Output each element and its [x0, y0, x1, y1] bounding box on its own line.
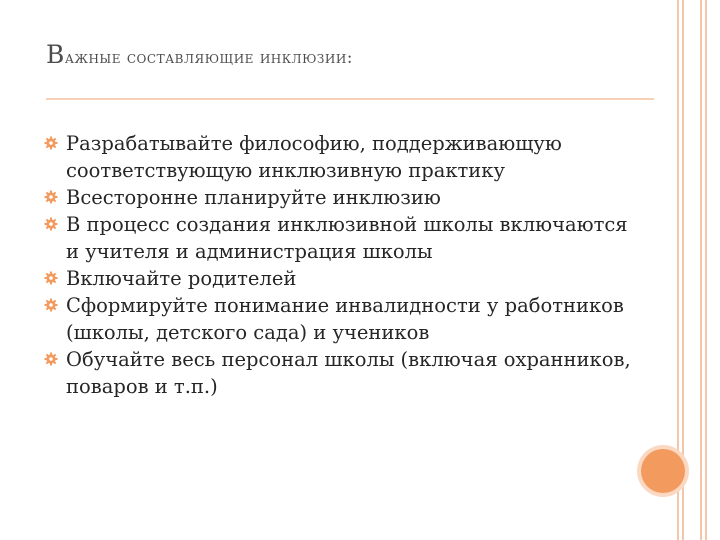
- frame-line: [682, 0, 684, 540]
- gear-icon: [44, 136, 58, 150]
- decorative-circle: [641, 449, 685, 493]
- bullet-item: [44, 346, 644, 400]
- bullet-text: Включайте родителей: [66, 267, 297, 290]
- bullet-item: [44, 184, 644, 211]
- bullet-text: Обучайте весь персонал школы (включая охранников, поваров и т.п.): [66, 348, 631, 398]
- title-divider: [46, 98, 654, 100]
- bullet-item: [44, 292, 644, 346]
- bullet-text: Всесторонне планируйте инклюзию: [66, 186, 441, 209]
- gear-icon: [44, 217, 58, 231]
- bullet-list: [44, 130, 644, 400]
- gear-icon: [44, 298, 58, 312]
- bullet-text: В процесс создания инклюзивной школы включаются и учителя и администрация школы: [66, 213, 628, 263]
- gear-icon: [44, 190, 58, 204]
- bullet-text: Сформируйте понимание инвалидности у работников (школы, детского сада) и учеников: [66, 294, 624, 344]
- gear-icon: [44, 271, 58, 285]
- slide-title: Важные составляющие инклюзии:: [46, 40, 354, 69]
- bullet-item: [44, 265, 644, 292]
- bullet-item: [44, 211, 644, 265]
- gear-icon: [44, 352, 58, 366]
- frame-line: [700, 0, 702, 540]
- frame-line: [705, 0, 707, 540]
- bullet-text: Разрабатывайте философию, поддерживающую соответствующую инклюзивную практику: [66, 132, 562, 182]
- bullet-item: [44, 130, 644, 184]
